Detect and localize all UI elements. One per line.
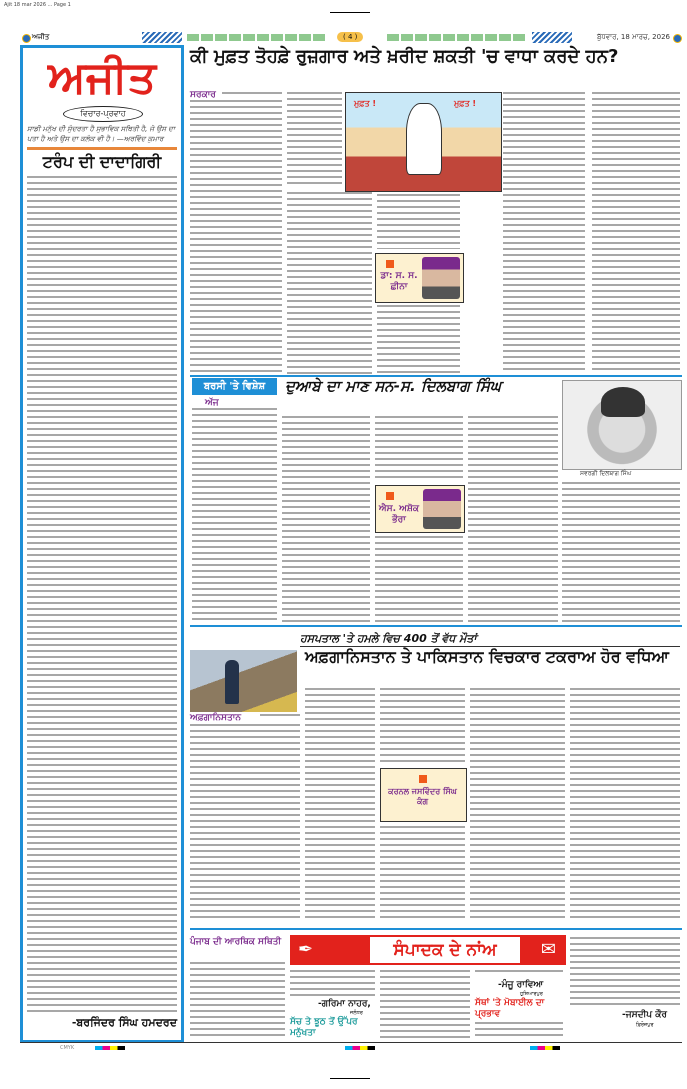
lead-headline: ਕੀ ਮੁਫ਼ਤ ਤੋਹਫ਼ੇ ਰੁਜ਼ਗਾਰ ਅਤੇ ਖ਼ਰੀਦ ਸ਼ਕਤੀ 'ਚ ਵਾਧਾ ਕਰਦੇ ਹਨ? — [190, 46, 619, 67]
cartoon-figure — [406, 103, 442, 175]
tribute-label: ਬਰਸੀ 'ਤੇ ਵਿਸ਼ੇਸ਼ — [192, 378, 277, 395]
tribute-headline: ਦੁਆਬੇ ਦਾ ਮਾਣ ਸਨ-ਸ. ਦਿਲਬਾਗ ਸਿੰਘ — [285, 377, 502, 395]
letter-signature: -ਗਰਿਮਾ ਨਾਹਰ, — [318, 999, 371, 1009]
afghan-photo — [190, 650, 297, 712]
afghan-headline: ਅਫ਼ਗਾਨਿਸਤਾਨ ਤੇ ਪਾਕਿਸਤਾਨ ਵਿਚਕਾਰ ਟਕਰਾਅ ਹੋਰ ਵਧਿਆ — [305, 647, 669, 666]
bullet-square — [386, 260, 394, 268]
author-name: ਡਾ: ਸ. ਸ. ਛੀਨਾ — [380, 271, 418, 292]
header-dot-left — [22, 34, 31, 43]
cartoon-image — [345, 92, 502, 192]
letter-body — [570, 937, 680, 1007]
lead-body-col4 — [503, 92, 585, 374]
letter-place: ਜਲੰਧਰ — [350, 1010, 363, 1016]
tribute-body-col1 — [192, 408, 277, 622]
lead-body-col2 — [287, 92, 342, 188]
afghan-body-col3 — [380, 826, 465, 922]
editorial-title: ਟਰੰਪ ਦੀ ਦਾਦਾਗਿਰੀ — [42, 152, 162, 171]
color-bar — [95, 1046, 125, 1050]
letter-body — [475, 970, 563, 976]
masthead-logo: ਅਜੀਤ — [48, 52, 156, 103]
print-slug: Ajit 18 mar 2026 ... Page 1 — [4, 2, 71, 8]
color-bar — [345, 1046, 375, 1050]
tribute-body-col4 — [468, 416, 558, 622]
bullet-square — [386, 492, 394, 500]
photo-caption: ਸਵਰਗੀ ਦਿਲਬਾਗ ਸਿੰਘ — [580, 470, 632, 477]
author-photo — [423, 489, 461, 529]
header-section: ਅਜੀਤ — [32, 33, 50, 41]
letter-title: ਪੰਜਾਬ ਦੀ ਆਰਥਿਕ ਸਥਿਤੀ — [190, 937, 282, 947]
letter-place: ਫ਼ਿਰੋਜ਼ਪੁਰ — [636, 1022, 654, 1028]
tribute-photo — [562, 380, 682, 470]
person-figure — [225, 660, 239, 704]
author-name: ਐਸ. ਅਸ਼ੋਕ ਭੌਰਾ — [378, 504, 420, 525]
page-header — [22, 32, 682, 43]
lead-body-col3 — [377, 305, 460, 374]
lead-body-col3 — [377, 194, 460, 249]
editorial-body — [27, 176, 177, 1012]
daily-quote: ਸਾਡੀ ਮਨੁੱਖ ਦੀ ਸੁੰਦਰਤਾ ਹੈ ਸੁਭਾਵਿਕ ਸਥਿਤੀ ਹੈ, ਜੋ ਉਸ ਦਾ ਪਤਾ ਹੈ ਅਤੇ ਉਸ ਦਾ ਕਲੰਕ ਵੀ ਹੈ। —ਅਰਵਿੰਦ ਕੁਮਾਰ — [27, 125, 175, 143]
editorial-column — [20, 45, 184, 1043]
letter-body — [475, 1022, 563, 1038]
tribute-body-col3 — [375, 536, 463, 622]
header-bar-left — [187, 34, 327, 41]
letter-body — [380, 970, 470, 1038]
letters-banner-title: ਸੰਪਾਦਕ ਦੇ ਨਾਂਅ — [370, 937, 520, 963]
lead-kicker: ਸਰਕਾਰ — [190, 90, 216, 100]
letter-body — [190, 962, 285, 1036]
lead-body-col1 — [222, 92, 282, 98]
letters-banner — [290, 935, 566, 965]
section-rule — [190, 625, 682, 627]
header-date: ਬੁੱਧਵਾਰ, 18 ਮਾਰਚ, 2026 — [596, 33, 670, 41]
lead-body-col1 — [190, 100, 282, 374]
author-photo — [422, 257, 460, 299]
letter-place: ਹੁਸ਼ਿਆਰਪੁਰ — [520, 991, 543, 997]
header-bar-right — [387, 34, 527, 41]
tribute-body-col5 — [562, 482, 680, 622]
turban-shape — [601, 387, 645, 417]
bottom-rule — [20, 1042, 682, 1043]
author-box — [375, 253, 464, 303]
registration-mark-top — [330, 0, 370, 13]
lead-body-col2 — [287, 192, 372, 374]
cmyk-label: CMYK — [60, 1045, 75, 1051]
afghan-body-col4 — [470, 688, 565, 922]
color-bar — [530, 1046, 560, 1050]
section-label: ਵਿਚਾਰ-ਪ੍ਰਵਾਹ — [63, 106, 143, 122]
header-stripe — [532, 32, 572, 43]
registration-mark-bottom — [330, 1078, 370, 1079]
author-box — [380, 768, 467, 822]
afghan-body-col1 — [260, 714, 300, 718]
cartoon-bubble: ਮੁਫ਼ਤ ! — [354, 99, 377, 108]
editorial-author: -ਬਰਜਿੰਦਰ ਸਿੰਘ ਹਮਦਰਦ — [71, 1016, 177, 1029]
afghan-kicker: ਅਫ਼ਗਾਨਿਸਤਾਨ — [190, 713, 241, 723]
tribute-body-col2 — [282, 416, 370, 622]
quill-icon: ✒ — [298, 939, 314, 960]
letter-title: ਸੱਚ ਤੇ ਝੂਠ ਤੋਂ ਉੱਪਰ ਮਨੁੱਖਤਾ — [290, 1017, 358, 1038]
header-stripe — [142, 32, 182, 43]
afghan-body-col3 — [380, 688, 465, 764]
letter-icon: ✉ — [540, 939, 556, 960]
divider — [27, 147, 177, 150]
letter-signature: -ਮੰਜੂ ਰਾਵਿਆ — [498, 980, 544, 990]
page-number: ( 4 ) — [337, 32, 363, 42]
section-rule — [190, 928, 682, 930]
letter-body — [290, 970, 375, 998]
author-box — [375, 485, 465, 533]
tribute-body-col3 — [375, 416, 463, 480]
author-name: ਕਰਨਲ ਜਸਵਿੰਦਰ ਸਿੰਘ ਕੰਗ — [388, 787, 457, 806]
afghan-body-col5 — [570, 688, 680, 922]
letter-signature: -ਜਸਦੀਪ ਕੌਰ — [622, 1010, 667, 1020]
afghan-body-col1 — [190, 724, 300, 922]
afghan-subheadline: ਹਸਪਤਾਲ 'ਤੇ ਹਮਲੇ ਵਿਚ 400 ਤੋਂ ਵੱਧ ਮੌਤਾਂ — [300, 632, 680, 647]
lead-body-col5 — [592, 92, 680, 374]
tribute-kicker: ਅੱਜ — [205, 398, 219, 408]
cartoon-bubble: ਮੁਫ਼ਤ ! — [454, 99, 477, 108]
afghan-body-col2 — [305, 688, 375, 922]
letter-title: ਸੱਥਾਂ 'ਤੇ ਮੋਬਾਈਲ ਦਾ ਪ੍ਰਭਾਵ — [475, 998, 545, 1019]
header-dot-right — [673, 34, 682, 43]
bullet-square — [419, 775, 427, 783]
